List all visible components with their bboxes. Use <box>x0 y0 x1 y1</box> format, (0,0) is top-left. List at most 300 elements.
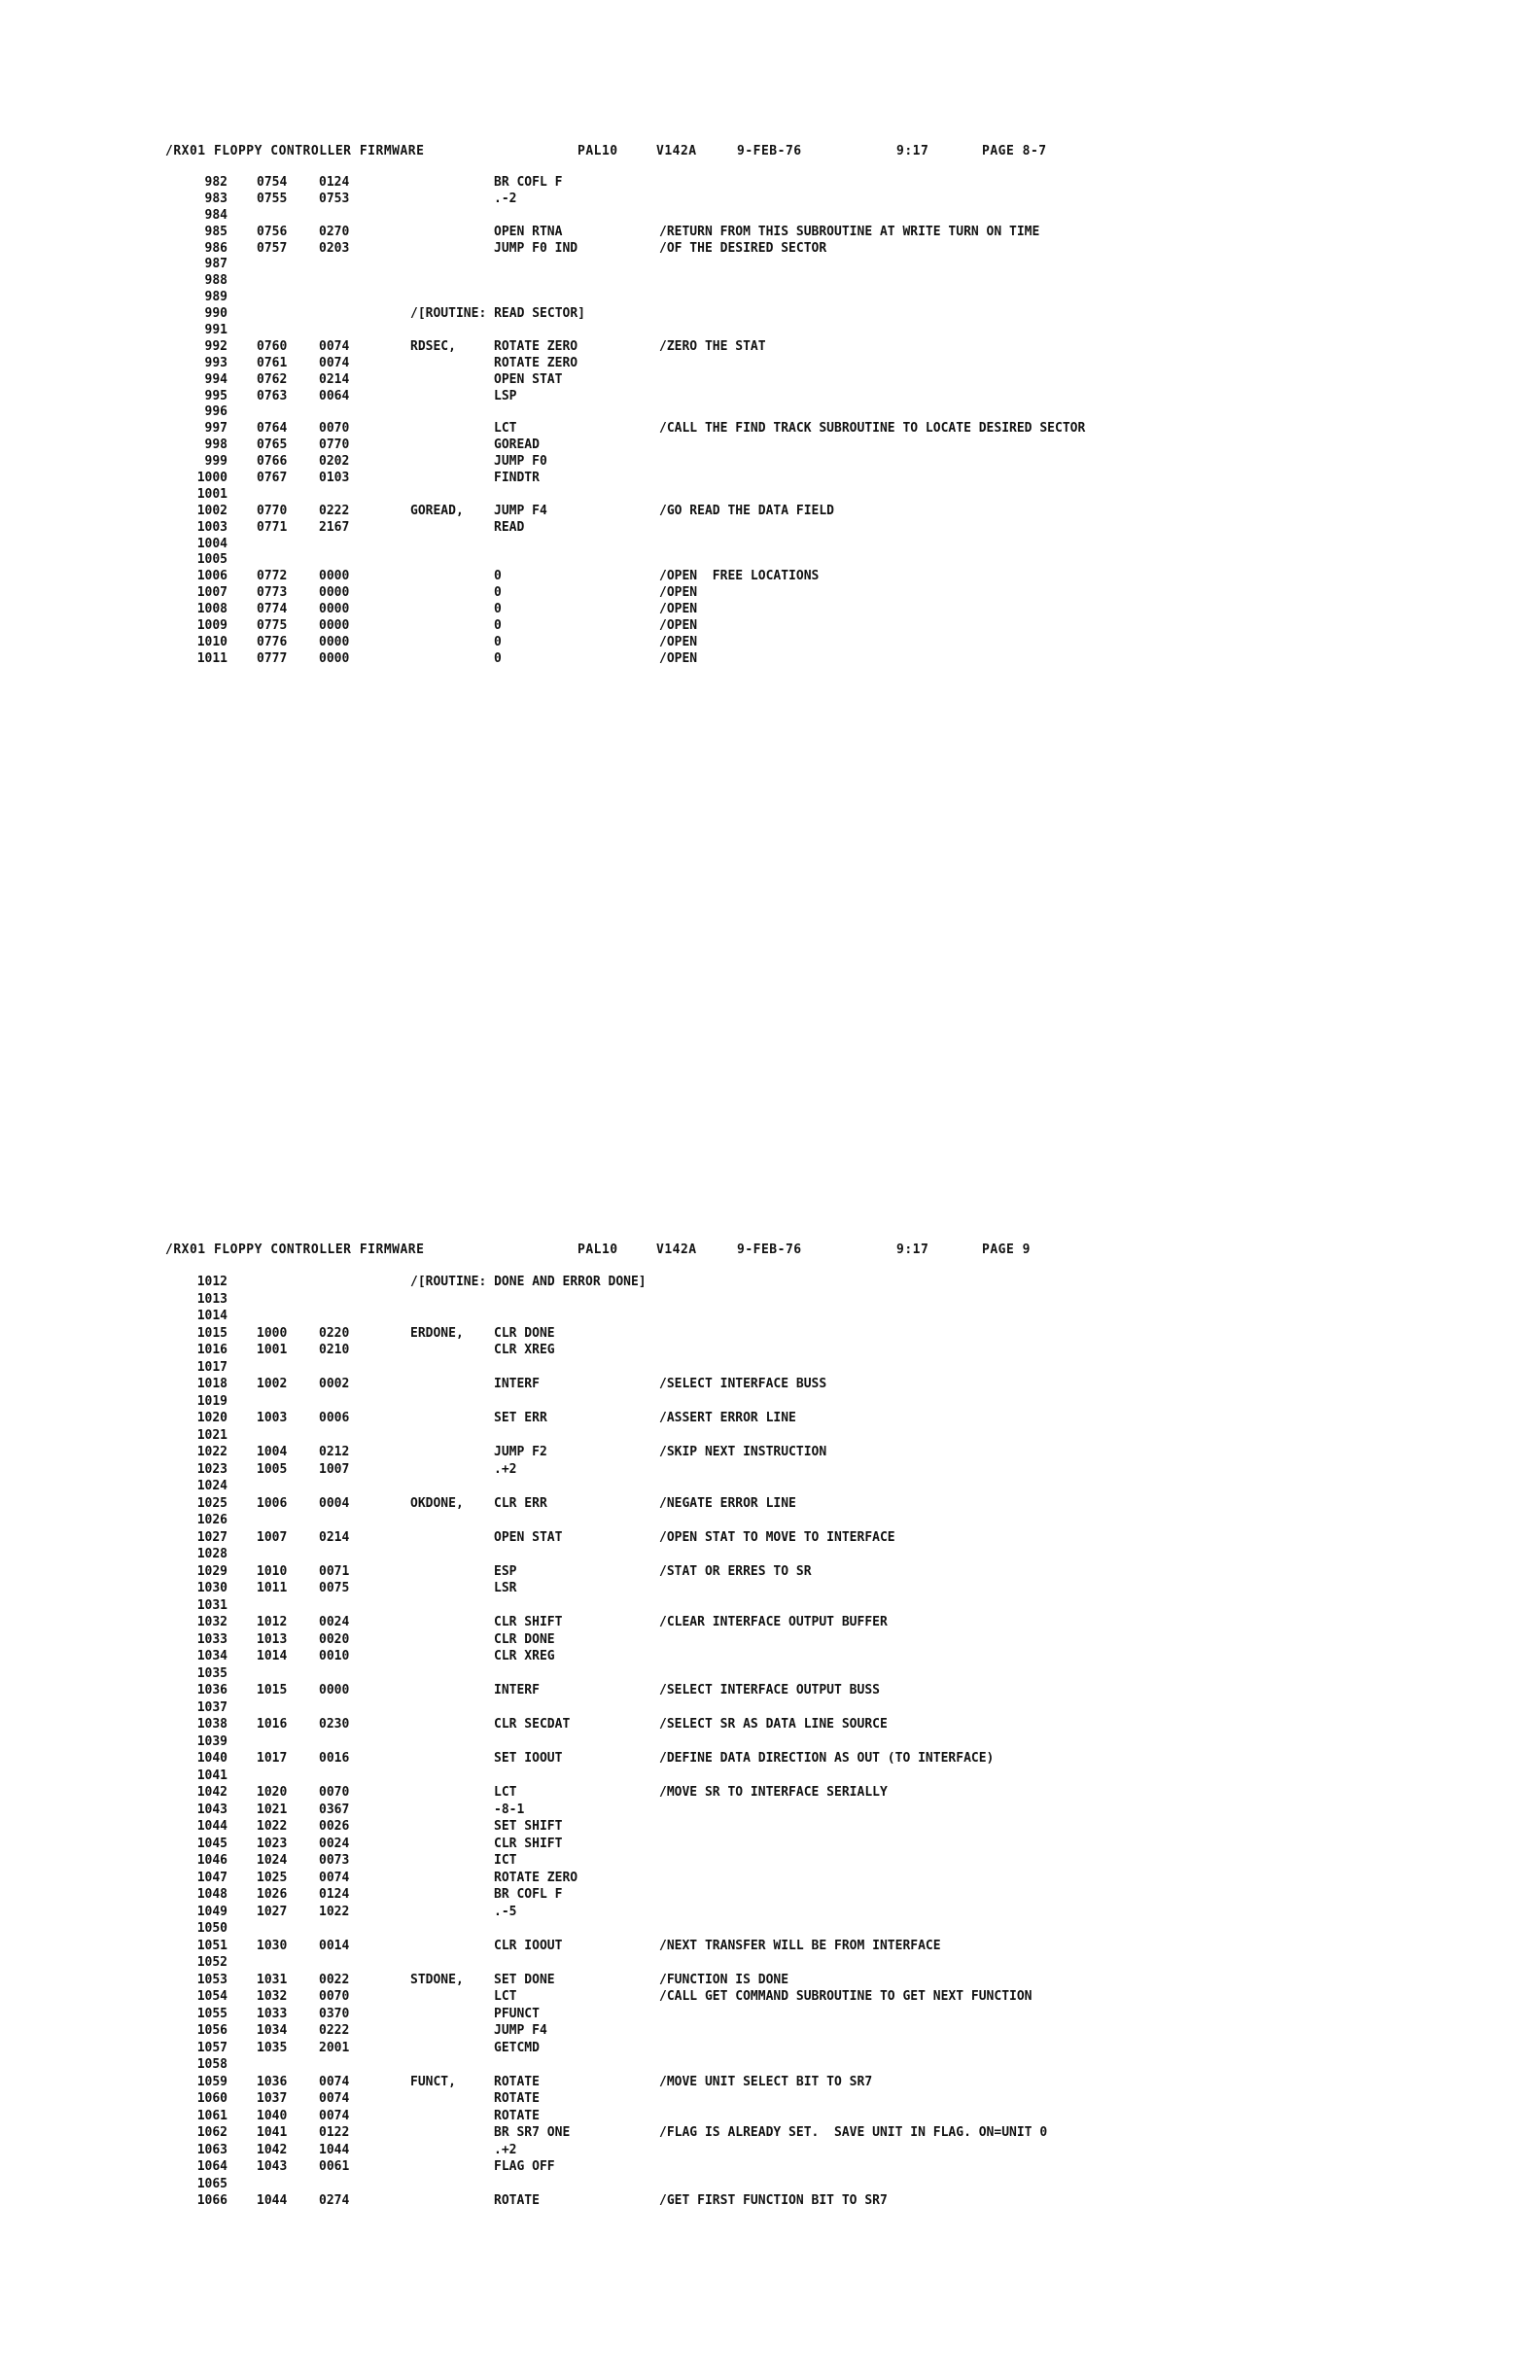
address: 0767 <box>257 471 288 486</box>
listing-page-8-7 <box>165 144 1468 668</box>
instruction: ROTATE ZERO <box>494 1870 578 1885</box>
listing-line <box>165 241 1468 258</box>
line-number: 1032 <box>196 1615 228 1629</box>
line-number: 1066 <box>196 2193 228 2208</box>
comment: /MOVE SR TO INTERFACE SERIALLY <box>659 1785 888 1800</box>
machine-code: 0070 <box>319 421 350 437</box>
line-number: 1051 <box>196 1938 228 1953</box>
instruction: JUMP F0 IND <box>494 240 578 256</box>
comment: /OPEN <box>659 634 698 649</box>
machine-code: 0222 <box>319 2023 350 2038</box>
machine-code: 1022 <box>319 1904 350 1919</box>
listing-line <box>165 569 1468 585</box>
label: RDSEC, <box>410 338 456 354</box>
address: 0757 <box>257 240 288 256</box>
instruction: ICT <box>494 1853 517 1868</box>
comment: /SKIP NEXT INSTRUCTION <box>659 1445 827 1459</box>
listing-line <box>165 1699 1468 1717</box>
instruction: ROTATE ZERO <box>494 355 578 370</box>
header-time: 9:17 <box>896 144 929 158</box>
instruction: CLR ERR <box>494 1495 547 1511</box>
line-number: 1047 <box>196 1870 228 1885</box>
header-version: V142A <box>656 144 697 158</box>
machine-code: 0203 <box>319 240 350 256</box>
instruction: JUMP F4 <box>494 503 547 518</box>
header-title: /RX01 FLOPPY CONTROLLER FIRMWARE <box>165 1242 425 1257</box>
address: 0764 <box>257 421 288 437</box>
instruction: BR SR7 ONE <box>494 2125 571 2140</box>
machine-code: 0000 <box>319 1683 350 1698</box>
comment: /OPEN <box>659 618 698 634</box>
machine-code: 0061 <box>319 2159 350 2174</box>
line-number: 996 <box>204 404 228 420</box>
instruction: FINDTR <box>494 471 540 486</box>
line-number: 1046 <box>196 1853 228 1868</box>
address: 1023 <box>257 1836 288 1851</box>
machine-code: 0202 <box>319 454 350 470</box>
line-number: 1035 <box>196 1665 228 1681</box>
line-number: 1026 <box>196 1513 228 1527</box>
line-number: 1006 <box>196 569 228 584</box>
listing-line <box>165 404 1468 421</box>
comment: /GET FIRST FUNCTION BIT TO SR7 <box>659 2193 888 2208</box>
line-number: 1011 <box>196 650 228 666</box>
listing-line <box>165 421 1468 438</box>
line-number: 1007 <box>196 585 228 601</box>
listing-line <box>165 372 1468 389</box>
address: 0762 <box>257 371 288 387</box>
comment: /ZERO THE STAT <box>659 338 766 354</box>
header-date: 9-FEB-76 <box>737 144 802 158</box>
address: 0763 <box>257 388 288 403</box>
machine-code: 0074 <box>319 355 350 370</box>
listing-line <box>165 438 1468 454</box>
machine-code: 0753 <box>319 191 350 206</box>
listing-line <box>165 1359 1468 1377</box>
line-number: 1029 <box>196 1563 228 1579</box>
listing-line <box>165 1954 1468 1972</box>
line-number: 1041 <box>196 1768 228 1783</box>
address: 1037 <box>257 2091 288 2106</box>
line-number: 1002 <box>196 503 228 518</box>
line-number: 1001 <box>196 486 228 502</box>
line-number: 1057 <box>196 2040 228 2055</box>
header-time: 9:17 <box>896 1242 929 1257</box>
address: 0754 <box>257 175 288 190</box>
header-title: /RX01 FLOPPY CONTROLLER FIRMWARE <box>165 144 425 158</box>
address: 1002 <box>257 1377 288 1391</box>
machine-code: 0122 <box>319 2125 350 2140</box>
label: GOREAD, <box>410 503 464 518</box>
line-number: 1064 <box>196 2159 228 2174</box>
address: 1014 <box>257 1649 288 1663</box>
machine-code: 0004 <box>319 1495 350 1511</box>
address: 1000 <box>257 1325 288 1341</box>
line-number: 987 <box>204 257 228 272</box>
line-number: 1061 <box>196 2108 228 2123</box>
address: 1011 <box>257 1581 288 1595</box>
listing-line <box>165 1461 1468 1479</box>
machine-code: 0212 <box>319 1445 350 1459</box>
listing-line <box>165 192 1468 208</box>
listing-line <box>165 1631 1468 1649</box>
machine-code: 0103 <box>319 471 350 486</box>
listing-line <box>165 2142 1468 2159</box>
machine-code: 0220 <box>319 1325 350 1341</box>
listing-line <box>165 2158 1468 2176</box>
instruction: CLR SECDAT <box>494 1717 571 1732</box>
address: 0776 <box>257 634 288 649</box>
address: 1022 <box>257 1819 288 1834</box>
comment: /MOVE UNIT SELECT BIT TO SR7 <box>659 2074 873 2089</box>
page-header <box>165 144 1468 165</box>
instruction: LCT <box>494 1989 517 2004</box>
address: 1036 <box>257 2074 288 2089</box>
line-number: 1062 <box>196 2125 228 2140</box>
instruction: ROTATE ZERO <box>494 338 578 354</box>
address: 1035 <box>257 2040 288 2055</box>
listing-line <box>165 1972 1468 1989</box>
instruction: CLR DONE <box>494 1325 555 1341</box>
comment: /SELECT INTERFACE BUSS <box>659 1377 827 1391</box>
comment: /OPEN FREE LOCATIONS <box>659 569 820 584</box>
address: 1034 <box>257 2023 288 2038</box>
instruction: 0 <box>494 602 502 617</box>
address: 1033 <box>257 2006 288 2021</box>
address: 1001 <box>257 1343 288 1357</box>
instruction: SET SHIFT <box>494 1819 563 1834</box>
label: STDONE, <box>410 1972 464 1987</box>
instruction: SET DONE <box>494 1972 555 1987</box>
machine-code: 0210 <box>319 1343 350 1357</box>
machine-code: 0074 <box>319 2074 350 2089</box>
instruction: CLR DONE <box>494 1631 555 1647</box>
instruction: CLR XREG <box>494 1343 555 1357</box>
listing-line <box>165 1580 1468 1597</box>
listing-line <box>165 1938 1468 1955</box>
listing-line <box>165 1750 1468 1768</box>
machine-code: 0214 <box>319 371 350 387</box>
line-number: 984 <box>204 207 228 223</box>
instruction: CLR IOOUT <box>494 1938 563 1953</box>
line-number: 1010 <box>196 634 228 649</box>
listing-line <box>165 1836 1468 1853</box>
listing-line <box>165 1733 1468 1751</box>
listing-line <box>165 1308 1468 1325</box>
address: 1030 <box>257 1938 288 1953</box>
machine-code: 0000 <box>319 618 350 634</box>
line-number: 1003 <box>196 519 228 535</box>
address: 1017 <box>257 1751 288 1766</box>
machine-code: 0000 <box>319 602 350 617</box>
instruction: ROTATE <box>494 2193 540 2208</box>
listing-line <box>165 1988 1468 2006</box>
address: 0755 <box>257 191 288 206</box>
listing-line <box>165 2176 1468 2193</box>
listing-line <box>165 1614 1468 1631</box>
label: FUNCT, <box>410 2074 456 2089</box>
instruction: .-2 <box>494 191 517 206</box>
comment: /CALL THE FIND TRACK SUBROUTINE TO LOCATE DESIRED SECTOR <box>659 421 1086 437</box>
listing-line <box>165 1818 1468 1836</box>
comment: /OPEN STAT TO MOVE TO INTERFACE <box>659 1529 895 1545</box>
address: 1015 <box>257 1683 288 1698</box>
address: 1044 <box>257 2193 288 2208</box>
line-number: 1020 <box>196 1411 228 1425</box>
line-number: 1028 <box>196 1547 228 1561</box>
instruction: FLAG OFF <box>494 2159 555 2174</box>
machine-code: 0070 <box>319 1989 350 2004</box>
comment: /NEXT TRANSFER WILL BE FROM INTERFACE <box>659 1938 941 1953</box>
address: 1020 <box>257 1785 288 1800</box>
instruction: PFUNCT <box>494 2006 540 2021</box>
routine-banner: /[ROUTINE: READ SECTOR] <box>410 306 586 322</box>
listing-line <box>165 356 1468 372</box>
line-number: 1060 <box>196 2091 228 2106</box>
address: 1040 <box>257 2108 288 2123</box>
label: ERDONE, <box>410 1325 464 1341</box>
listing-line <box>165 520 1468 537</box>
machine-code: 0222 <box>319 503 350 518</box>
machine-code: 0770 <box>319 438 350 453</box>
line-number: 1012 <box>196 1275 228 1289</box>
listing-line <box>165 2040 1468 2057</box>
listing-line <box>165 1410 1468 1427</box>
line-number: 1019 <box>196 1393 228 1409</box>
address: 1010 <box>257 1563 288 1579</box>
machine-code: 0074 <box>319 338 350 354</box>
line-number: 1053 <box>196 1972 228 1987</box>
line-number: 1044 <box>196 1819 228 1834</box>
listing-line <box>165 1325 1468 1343</box>
instruction: BR COFL F <box>494 175 563 190</box>
line-number: 1008 <box>196 602 228 617</box>
listing-line <box>165 306 1468 323</box>
machine-code: 0370 <box>319 2006 350 2021</box>
line-number: 985 <box>204 224 228 239</box>
instruction: .+2 <box>494 2142 517 2157</box>
line-number: 986 <box>204 240 228 256</box>
listing-line <box>165 537 1468 553</box>
address: 1042 <box>257 2142 288 2157</box>
line-number: 1063 <box>196 2142 228 2157</box>
listing-line <box>165 1768 1468 1785</box>
comment: /ASSERT ERROR LINE <box>659 1411 796 1425</box>
line-number: 1004 <box>196 536 228 551</box>
line-number: 1037 <box>196 1699 228 1715</box>
listing-line <box>165 1376 1468 1393</box>
listing-line <box>165 1665 1468 1683</box>
machine-code: 0074 <box>319 1870 350 1885</box>
listing-line <box>165 1478 1468 1495</box>
line-number: 1048 <box>196 1887 228 1902</box>
listing-line <box>165 1802 1468 1819</box>
instruction: OPEN STAT <box>494 1529 563 1545</box>
line-number: 1024 <box>196 1479 228 1493</box>
machine-code: 0124 <box>319 1887 350 1902</box>
machine-code: 0274 <box>319 2193 350 2208</box>
line-number: 988 <box>204 273 228 289</box>
address: 1013 <box>257 1631 288 1647</box>
listing-line <box>165 602 1468 618</box>
listing-line <box>165 635 1468 651</box>
listing-line <box>165 225 1468 241</box>
line-number: 1042 <box>196 1785 228 1800</box>
address: 1004 <box>257 1445 288 1459</box>
comment: /RETURN FROM THIS SUBROUTINE AT WRITE TURN ON TIME <box>659 224 1040 239</box>
line-number: 1030 <box>196 1581 228 1595</box>
instruction: LSP <box>494 388 517 403</box>
line-number: 1058 <box>196 2057 228 2072</box>
address: 1041 <box>257 2125 288 2140</box>
machine-code: 0026 <box>319 1819 350 1834</box>
comment: /OPEN <box>659 650 698 666</box>
instruction: CLR SHIFT <box>494 1836 563 1851</box>
line-number: 1027 <box>196 1529 228 1545</box>
comment: /NEGATE ERROR LINE <box>659 1495 796 1511</box>
line-number: 1025 <box>196 1495 228 1511</box>
header-assembler: PAL10 <box>578 144 618 158</box>
instruction: CLR SHIFT <box>494 1615 563 1629</box>
line-number: 1065 <box>196 2176 228 2191</box>
instruction: INTERF <box>494 1377 540 1391</box>
comment: /FUNCTION IS DONE <box>659 1972 789 1987</box>
line-number: 1038 <box>196 1717 228 1732</box>
line-number: 1022 <box>196 1445 228 1459</box>
listing-line <box>165 1512 1468 1529</box>
listing-page-9 <box>165 1242 1468 2210</box>
page-header <box>165 1242 1468 1264</box>
line-number: 1016 <box>196 1343 228 1357</box>
line-number: 1050 <box>196 1921 228 1936</box>
machine-code: 0014 <box>319 1938 350 1953</box>
listing-line <box>165 2022 1468 2040</box>
line-number: 1033 <box>196 1631 228 1647</box>
machine-code: 0020 <box>319 1631 350 1647</box>
comment: /OPEN <box>659 585 698 601</box>
listing-line <box>165 2074 1468 2091</box>
line-number: 1023 <box>196 1461 228 1477</box>
listing-line <box>165 454 1468 471</box>
instruction: INTERF <box>494 1683 540 1698</box>
listing-line <box>165 1546 1468 1563</box>
line-number: 1045 <box>196 1836 228 1851</box>
machine-code: 0070 <box>319 1785 350 1800</box>
header-date: 9-FEB-76 <box>737 1242 802 1257</box>
line-number: 1000 <box>196 471 228 486</box>
address: 0773 <box>257 585 288 601</box>
machine-code: 0000 <box>319 634 350 649</box>
listing-line <box>165 1716 1468 1733</box>
machine-code: 2167 <box>319 519 350 535</box>
listing-line <box>165 1784 1468 1802</box>
instruction: GOREAD <box>494 438 540 453</box>
comment: /OPEN <box>659 602 698 617</box>
address: 1005 <box>257 1461 288 1477</box>
line-number: 998 <box>204 438 228 453</box>
address: 0766 <box>257 454 288 470</box>
address: 1006 <box>257 1495 288 1511</box>
comment: /DEFINE DATA DIRECTION AS OUT (TO INTERFACE) <box>659 1751 995 1766</box>
line-number: 1043 <box>196 1802 228 1817</box>
line-number: 1059 <box>196 2074 228 2089</box>
address: 1012 <box>257 1615 288 1629</box>
listing-line <box>165 2056 1468 2074</box>
instruction: 0 <box>494 618 502 634</box>
instruction: SET ERR <box>494 1411 547 1425</box>
address: 0771 <box>257 519 288 535</box>
listing-line <box>165 471 1468 487</box>
address: 1031 <box>257 1972 288 1987</box>
machine-code: 0024 <box>319 1615 350 1629</box>
listing-line <box>165 1920 1468 1938</box>
instruction: JUMP F2 <box>494 1445 547 1459</box>
machine-code: 0230 <box>319 1717 350 1732</box>
machine-code: 0270 <box>319 224 350 239</box>
instruction: 0 <box>494 569 502 584</box>
instruction: OPEN RTNA <box>494 224 563 239</box>
instruction: ROTATE <box>494 2091 540 2106</box>
machine-code: 1044 <box>319 2142 350 2157</box>
routine-banner: /[ROUTINE: DONE AND ERROR DONE] <box>410 1275 647 1289</box>
listing-line <box>165 273 1468 290</box>
machine-code: 0024 <box>319 1836 350 1851</box>
listing-line <box>165 1563 1468 1581</box>
machine-code: 1007 <box>319 1461 350 1477</box>
instruction: .-5 <box>494 1904 517 1919</box>
line-number: 1009 <box>196 618 228 634</box>
listing-line <box>165 1886 1468 1904</box>
comment: /CALL GET COMMAND SUBROUTINE TO GET NEXT FUNCTION <box>659 1989 1032 2004</box>
listing-line <box>165 1597 1468 1615</box>
header-version: V142A <box>656 1242 697 1257</box>
instruction: BR COFL F <box>494 1887 563 1902</box>
address: 1043 <box>257 2159 288 2174</box>
address: 1026 <box>257 1887 288 1902</box>
listing-line <box>165 1274 1468 1291</box>
comment: /FLAG IS ALREADY SET. SAVE UNIT IN FLAG. ON=UNIT 0 <box>659 2125 1048 2140</box>
listing-line <box>165 1393 1468 1411</box>
line-number: 1031 <box>196 1597 228 1613</box>
listing-line <box>165 208 1468 225</box>
address: 0770 <box>257 503 288 518</box>
machine-code: 0022 <box>319 1972 350 1987</box>
instruction: 0 <box>494 650 502 666</box>
line-number: 991 <box>204 323 228 338</box>
line-number: 1017 <box>196 1359 228 1375</box>
machine-code: 0002 <box>319 1377 350 1391</box>
listing-line <box>165 1648 1468 1665</box>
address: 0772 <box>257 569 288 584</box>
code-listing <box>165 175 1468 668</box>
line-number: 1056 <box>196 2023 228 2038</box>
listing-line <box>165 1870 1468 1887</box>
line-number: 993 <box>204 355 228 370</box>
header-page-number: PAGE 9 <box>982 1242 1031 1257</box>
line-number: 1040 <box>196 1751 228 1766</box>
header-assembler: PAL10 <box>578 1242 618 1257</box>
listing-line <box>165 1291 1468 1309</box>
instruction: -8-1 <box>494 1802 525 1817</box>
listing-line <box>165 1904 1468 1921</box>
line-number: 990 <box>204 306 228 322</box>
address: 0760 <box>257 338 288 354</box>
line-number: 999 <box>204 454 228 470</box>
line-number: 1018 <box>196 1377 228 1391</box>
listing-line <box>165 2108 1468 2125</box>
code-listing <box>165 1274 1468 2210</box>
line-number: 1049 <box>196 1904 228 1919</box>
